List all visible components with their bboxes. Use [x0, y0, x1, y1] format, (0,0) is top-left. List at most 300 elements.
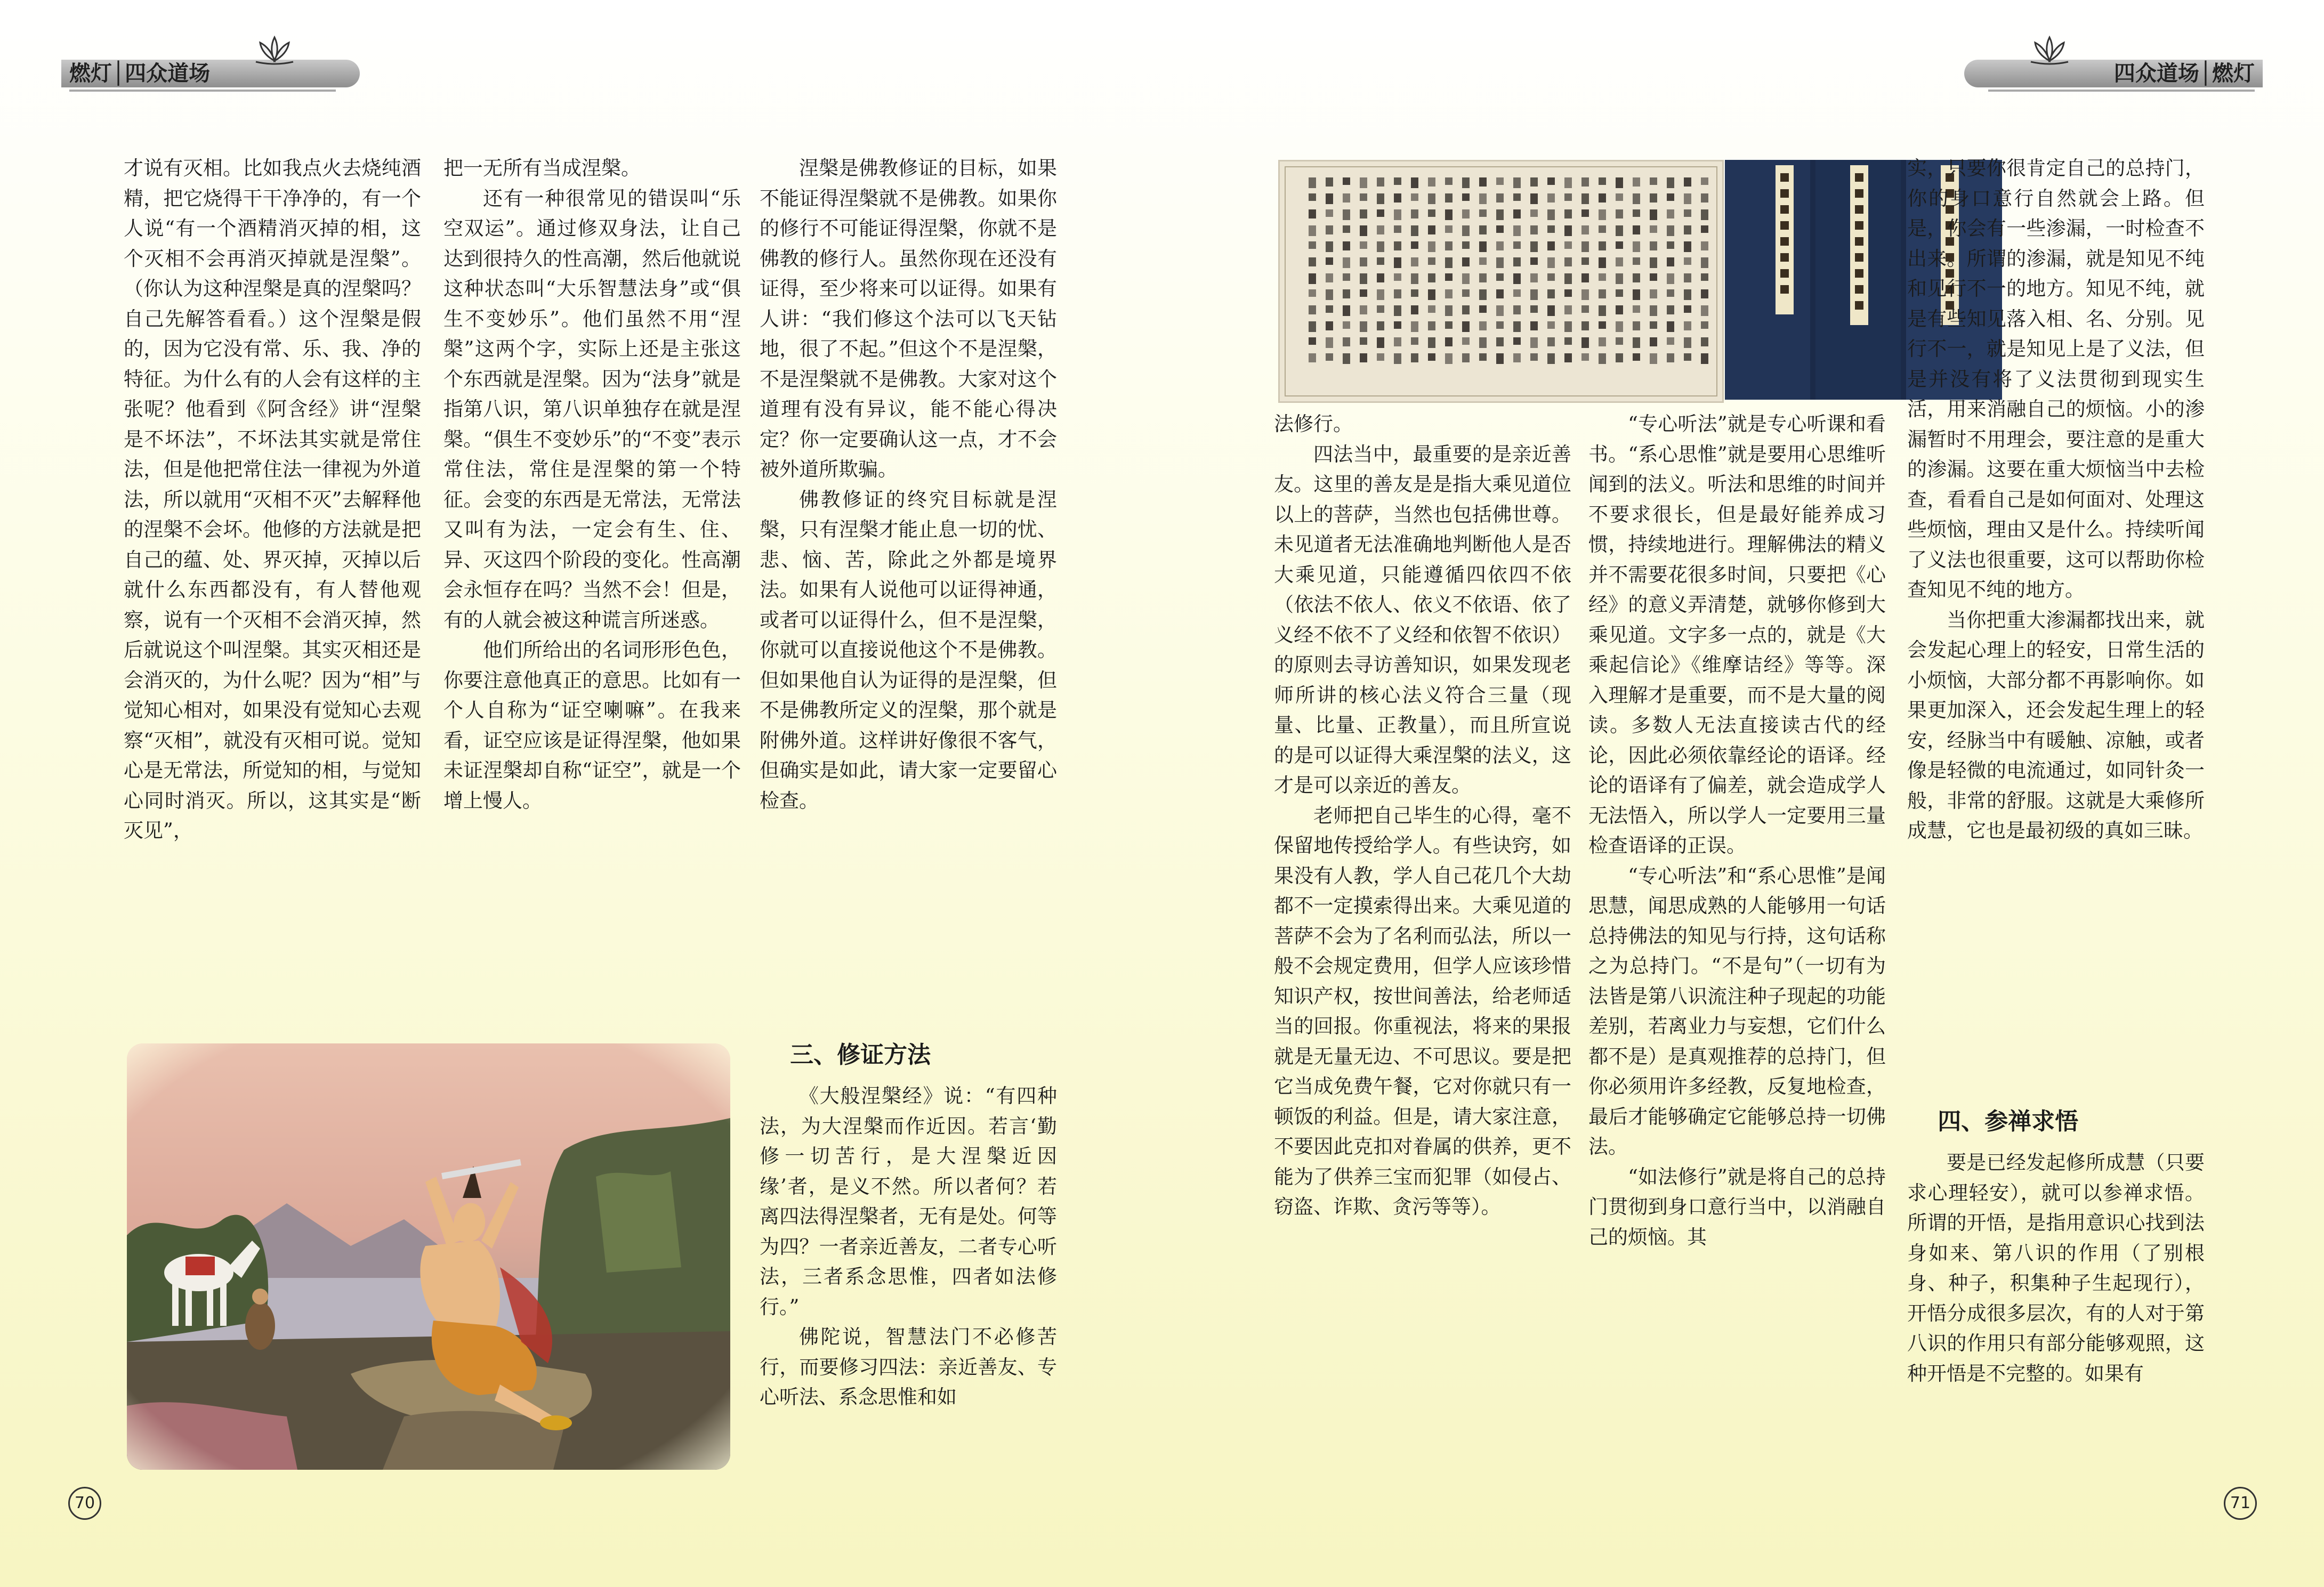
scroll-glyph: [1581, 273, 1589, 282]
header-divider: [1988, 90, 2255, 92]
scroll-glyph: [1581, 321, 1589, 330]
scroll-glyph: [1633, 289, 1640, 300]
paragraph: 实，只要你很肯定自己的总持门，你的身口意行自然就会上路。但是，你会有一些渗漏，一时检查不出来。所谓的渗漏，就是知见不纯和见行不一的地方。知见不纯，就是有些知见落入相、名、分别。见行不一，就是知见上是了义法，但是并没有将了义法贯彻到现实生活，用来消融自己的烦恼。小的渗漏暂时不用理会，要注意的是重大的渗漏。这要在重大烦恼当中去检查，看看自己是如何面对、处理这些烦恼，理由又是什么。持续听闻了义法也很重要，这可以帮助你检查知见不纯的地方。: [1907, 157, 2205, 601]
scroll-glyph: [1599, 257, 1606, 268]
scroll-glyph: [1496, 177, 1504, 185]
text-column-3: [760, 153, 1057, 816]
scroll-glyph: [1377, 177, 1384, 187]
scroll-glyph: [1513, 321, 1521, 332]
scroll-glyph: [1309, 353, 1316, 362]
scroll-glyph: [1360, 225, 1367, 236]
scroll-glyph: [1326, 273, 1333, 282]
scroll-glyph: [1633, 241, 1640, 252]
scroll-glyph: [1428, 273, 1435, 282]
scroll-glyph: [1445, 305, 1452, 316]
scroll-glyph: [1360, 337, 1367, 345]
scroll-glyph: [1428, 337, 1435, 348]
scroll-glyph: [1309, 225, 1316, 236]
scroll-glyph: [1411, 337, 1418, 345]
scroll-glyph: [1581, 337, 1589, 348]
scroll-glyph: [1581, 241, 1589, 252]
scroll-glyph: [1326, 289, 1333, 300]
scroll-glyph: [1667, 353, 1674, 362]
scroll-glyph: [1650, 225, 1657, 233]
scroll-glyph: [1547, 225, 1555, 233]
scroll-glyph: [1530, 177, 1538, 187]
scroll-glyph: [1411, 353, 1418, 362]
scroll-glyph: [1428, 209, 1435, 217]
scroll-glyph: [1530, 289, 1538, 300]
scroll-glyph: [1513, 225, 1521, 236]
scroll-glyph: [1530, 273, 1538, 282]
text-column-2: [443, 153, 741, 816]
scroll-glyph: [1462, 177, 1470, 188]
scroll-glyph: [1564, 305, 1572, 314]
scroll-glyph: [1633, 305, 1640, 313]
scroll-glyph: [1599, 225, 1606, 233]
scroll-glyph: [1701, 193, 1708, 203]
scroll-glyph: [1599, 273, 1606, 281]
paragraph: 把一无所有当成涅槃。: [443, 157, 641, 180]
scroll-glyph: [1343, 241, 1350, 250]
header-title: 四众道场│燃灯: [2113, 61, 2255, 86]
scroll-glyph: [1684, 257, 1691, 265]
scroll-glyph: [1599, 177, 1606, 185]
scroll-glyph: [1547, 337, 1555, 346]
scroll-glyph: [1445, 225, 1452, 233]
scroll-glyph: [1326, 209, 1333, 217]
scroll-glyph: [1684, 241, 1691, 252]
scroll-glyph: [1581, 193, 1589, 204]
scroll-glyph: [1309, 305, 1316, 314]
scroll-glyph: [1496, 273, 1504, 281]
scroll-glyph: [1445, 257, 1452, 268]
scroll-glyph: [1547, 241, 1555, 250]
scroll-glyph: [1309, 209, 1316, 218]
paragraph: 四法当中，最重要的是亲近善友。这里的善友是是指大乘见道位以上的菩萨，当然也包括佛世尊。未见道者无法准确地判断他人是否大乘见道，只能遵循四依四不依（依法不依人、依义不依语、依了义经不依不了义经和依智不依识）的原则去寻访善知识，如果发现老师所讲的核心法义符合三量（现量、比量、正教量），而且所宣说的是可以证得大乘涅槃的法义，这才是可以亲近的善友。: [1274, 442, 1571, 797]
scroll-glyph: [1360, 353, 1367, 362]
scroll-glyph: [1667, 337, 1674, 345]
scroll-glyph: [1428, 353, 1435, 361]
scroll-glyph: [1599, 321, 1606, 329]
scroll-glyph: [1599, 209, 1606, 220]
scroll-glyph: [1343, 177, 1350, 185]
text-column-3: [1907, 153, 2205, 846]
scroll-glyph: [1701, 321, 1708, 329]
scroll-glyph: [1667, 273, 1674, 284]
scroll-glyph: [1547, 321, 1555, 329]
scroll-glyph: [1462, 241, 1470, 249]
scroll-glyph: [1496, 257, 1504, 268]
scroll-glyph: [1479, 321, 1487, 330]
scroll-glyph: [1309, 177, 1316, 188]
scroll-glyph: [1530, 353, 1538, 361]
scroll-glyph: [1428, 225, 1435, 234]
scroll-glyph: [1343, 353, 1350, 364]
scroll-glyph: [1343, 225, 1350, 233]
scroll-glyph: [1616, 241, 1623, 249]
scroll-glyph: [1616, 289, 1623, 297]
scroll-glyph: [1650, 209, 1657, 220]
scroll-glyph: [1616, 257, 1623, 266]
scroll-glyph: [1309, 337, 1316, 345]
scroll-glyph: [1667, 193, 1674, 201]
scroll-glyph: [1701, 289, 1708, 298]
scroll-glyph: [1394, 321, 1401, 329]
scroll-glyph: [1684, 273, 1691, 282]
scroll-glyph: [1581, 209, 1589, 217]
scroll-glyph: [1462, 209, 1470, 218]
section-4: [1907, 1103, 2205, 1389]
scroll-glyph: [1564, 273, 1572, 284]
scroll-glyph: [1411, 177, 1418, 188]
scroll-glyph: [1394, 225, 1401, 233]
scroll-glyph: [1547, 209, 1555, 220]
scroll-glyph: [1360, 257, 1367, 266]
page-number: 70: [68, 1487, 101, 1520]
scroll-glyph: [1513, 289, 1521, 297]
scroll-glyph: [1394, 305, 1401, 316]
scroll-glyph: [1326, 241, 1333, 252]
scroll-glyph: [1377, 193, 1384, 204]
scroll-glyph: [1377, 305, 1384, 313]
scroll-glyph: [1667, 177, 1674, 188]
scroll-glyph: [1564, 289, 1572, 297]
scroll-glyph: [1616, 193, 1623, 201]
scroll-glyph: [1599, 305, 1606, 316]
scroll-glyph: [1479, 337, 1487, 348]
text-column-1: [124, 153, 421, 846]
scroll-glyph: [1326, 337, 1333, 348]
scroll-glyph: [1309, 273, 1316, 284]
scroll-glyph: [1513, 257, 1521, 266]
scroll-glyph: [1547, 193, 1555, 203]
scroll-glyph: [1394, 337, 1401, 346]
section-title: 四、参禅求悟: [1938, 1108, 2079, 1135]
scroll-glyph: [1411, 225, 1418, 236]
scroll-glyph: [1428, 193, 1435, 204]
scroll-glyph: [1616, 225, 1623, 236]
lotus-icon: [251, 33, 298, 65]
scroll-glyph: [1513, 337, 1521, 345]
scroll-glyph: [1326, 193, 1333, 204]
paragraph: 涅槃是佛教修证的目标，如果不能证得涅槃就不是佛教。如果你的修行不可能证得涅槃，你就不是佛教的修行人。虽然你现在还没有证得，至少将来可以证得。如果有人讲：“我们修这个法可以飞天钻地，很了不起。”但这个不是涅槃，不是涅槃就不是佛教。大家对这个道理有没有异议，能不能心得决定？你一定要确认这一点，才不会被外道所欺骗。: [760, 157, 1057, 481]
scroll-glyph: [1616, 337, 1623, 345]
scroll-glyph: [1479, 177, 1487, 187]
scroll-glyph: [1547, 305, 1555, 316]
scroll-glyph: [1599, 193, 1606, 203]
scroll-glyph: [1633, 225, 1640, 234]
scroll-glyph: [1599, 337, 1606, 346]
scroll-glyph: [1564, 257, 1572, 266]
scroll-glyph: [1462, 321, 1470, 332]
scroll-glyph: [1564, 337, 1572, 345]
scroll-glyph: [1479, 305, 1487, 313]
scroll-glyph: [1462, 193, 1470, 201]
scroll-glyph: [1428, 321, 1435, 330]
scroll-glyph: [1547, 273, 1555, 281]
scroll-glyph: [1701, 337, 1708, 346]
scroll-glyph: [1701, 273, 1708, 281]
paragraph: 要是已经发起修所成慧（只要求心理轻安），就可以参禅求悟。所谓的开悟，是指用意识心找到法身如来、第八识的作用（了别根身、种子，积集种子生起现行），开悟分成很多层次，有的人对于第八识的作用只有部分能够观照，这种开悟是不完整的。如果有: [1907, 1151, 2205, 1385]
header-title: 燃灯│四众道场: [69, 61, 211, 86]
scroll-glyph: [1496, 241, 1504, 250]
scroll-glyph: [1394, 353, 1401, 364]
scroll-glyph: [1394, 289, 1401, 298]
scroll-glyph: [1667, 257, 1674, 266]
header-divider: [69, 90, 336, 92]
paragraph: 佛教修证的终究目标就是涅槃，只有涅槃才能止息一切的忧、悲、恼、苦，除此之外都是境界法。如果有人说他可以证得神通，或者可以证得什么，但不是涅槃，你就可以直接说他这个不是佛教。但如果他自认为证得的是涅槃，但不是佛教所定义的涅槃，那个就是附佛外道。这样讲好像很不客气，但确实是如此，请大家一定要留心检查。: [760, 488, 1057, 812]
scroll-glyph: [1377, 209, 1384, 217]
scroll-glyph: [1633, 193, 1640, 204]
scroll-glyph: [1377, 273, 1384, 282]
scroll-glyph: [1445, 209, 1452, 220]
scroll-glyph: [1445, 241, 1452, 250]
scroll-glyph: [1326, 177, 1333, 187]
scroll-glyph: [1394, 257, 1401, 268]
scroll-glyph: [1343, 209, 1350, 220]
scroll-glyph: [1479, 209, 1487, 217]
buddha-painting: [127, 1043, 730, 1470]
scroll-glyph: [1547, 257, 1555, 268]
scroll-glyph: [1360, 289, 1367, 297]
scroll-glyph: [1411, 209, 1418, 218]
scroll-glyph: [1701, 241, 1708, 250]
scroll-glyph: [1581, 353, 1589, 361]
paragraph: 老师把自己毕生的心得，毫不保留地传授给学人。有些诀窍，如果没有人教，学人自己花几个大劫都不一定摸索得出来。大乘见道的菩萨不会为了名利而弘法，所以一般不会规定费用，但学人应该珍惜知识产权，按世间善法，给老师适当的回报。你重视法，将来的果报就是无量无边、不可思议。要是把它当成免费午餐，它对你就只有一顿饭的利益。但是，请大家注意，不要因此克扣对眷属的供养，更不能为了供养三宝而犯罪（如侵占、窃盗、诈欺、贪污等等）。: [1274, 804, 1571, 1218]
scroll-glyph: [1326, 321, 1333, 330]
scroll-glyph: [1684, 289, 1691, 300]
scroll-glyph: [1445, 289, 1452, 298]
scroll-glyph: [1513, 273, 1521, 284]
scroll-glyph: [1394, 177, 1401, 185]
scroll-glyph: [1343, 273, 1350, 281]
scroll-glyph: [1394, 193, 1401, 203]
scroll-glyph: [1377, 257, 1384, 265]
scroll-glyph: [1530, 241, 1538, 252]
scroll-glyph: [1343, 305, 1350, 316]
scroll-glyph: [1411, 289, 1418, 297]
scroll-glyph: [1377, 289, 1384, 300]
scroll-glyph: [1650, 289, 1657, 298]
scroll-glyph: [1633, 209, 1640, 217]
scroll-glyph: [1616, 305, 1623, 314]
scroll-glyph: [1411, 273, 1418, 284]
scroll-glyph: [1633, 177, 1640, 187]
scroll-glyph: [1667, 225, 1674, 236]
scroll-glyph: [1616, 321, 1623, 332]
paragraph: 还有一种很常见的错误叫“乐空双运”。通过修双身法，让自己达到很持久的性高潮，然后他就说这种状态叫“大乐智慧法身”或“俱生不变妙乐”。他们虽然不用“涅槃”这两个字，实际上还是主张这个东西就是涅槃。因为“法身”就是指第八识，第八识单独存在就是涅槃。“俱生不变妙乐”的“不变”表示常住法，常住是涅槃的第一个特征。会变的东西是无常法，无常法又叫有为法，一定会有生、住、异、灭这四个阶段的变化。性高潮会永恒存在吗？当然不会！但是，有的人就会被这种谎言所迷惑。: [443, 187, 741, 631]
paragraph: 他们所给出的名词形形色色，你要注意他真正的意思。比如有一个人自称为“证空喇嘛”。在我来看，证空应该是证得涅槃，他如果未证涅槃却自称“证空”，就是一个增上慢人。: [443, 638, 741, 812]
scroll-glyph: [1530, 257, 1538, 265]
scroll-glyph: [1530, 225, 1538, 234]
scroll-glyph: [1650, 241, 1657, 250]
scroll-glyph: [1650, 305, 1657, 316]
scroll-glyph: [1701, 257, 1708, 268]
scroll-glyph: [1496, 337, 1504, 346]
scroll-glyph: [1513, 177, 1521, 188]
scroll-glyph: [1496, 289, 1504, 298]
scroll-glyph: [1650, 273, 1657, 281]
scroll-glyph: [1360, 273, 1367, 284]
scroll-glyph: [1479, 257, 1487, 265]
scroll-glyph: [1411, 193, 1418, 201]
scroll-glyph: [1428, 257, 1435, 265]
scroll-glyph: [1462, 289, 1470, 297]
scroll-glyph: [1599, 289, 1606, 298]
scroll-glyph: [1394, 273, 1401, 281]
scroll-glyph: [1343, 289, 1350, 298]
scroll-glyph: [1667, 209, 1674, 218]
scroll-glyph: [1581, 225, 1589, 234]
scroll-glyph: [1616, 177, 1623, 188]
scroll-glyph: [1701, 209, 1708, 220]
scroll-glyph: [1462, 225, 1470, 236]
scroll-glyph: [1462, 305, 1470, 314]
scroll-glyph: [1360, 241, 1367, 249]
scroll-glyph: [1377, 337, 1384, 348]
paragraph: “专心听法”和“系心思惟”是闻思慧，闻思成熟的人能够用一句话总持佛法的知见与行持，这句话称之为总持门。“不是句”（一切有为法皆是第八识流注种子现起的功能差别，若离业力与妄想，它们什么都不是）是真观推荐的总持门，但你必须用许多经教，反复地检查，最后才能够确定它能够总持一切佛法。: [1588, 864, 1886, 1158]
scroll-glyph: [1616, 273, 1623, 284]
scroll-glyph: [1360, 209, 1367, 218]
scroll-glyph: [1547, 289, 1555, 298]
scroll-glyph: [1445, 273, 1452, 281]
scroll-glyph: [1684, 177, 1691, 187]
scroll-glyph: [1411, 257, 1418, 266]
scroll-glyph: [1326, 225, 1333, 234]
scroll-glyph: [1701, 305, 1708, 316]
scroll-glyph: [1479, 289, 1487, 300]
scroll-glyph: [1377, 353, 1384, 361]
scroll-glyph: [1564, 241, 1572, 249]
scroll-glyph: [1462, 257, 1470, 266]
scroll-glyph: [1479, 241, 1487, 252]
scroll-glyph: [1547, 353, 1555, 364]
page-number: 71: [2224, 1487, 2257, 1520]
scroll-glyph: [1564, 225, 1572, 236]
scroll-glyph: [1309, 241, 1316, 249]
scroll-glyph: [1633, 321, 1640, 330]
scroll-glyph: [1513, 353, 1521, 362]
scroll-glyph: [1633, 337, 1640, 348]
scroll-glyph: [1616, 353, 1623, 362]
scroll-glyph: [1445, 193, 1452, 203]
scroll-glyph: [1428, 305, 1435, 313]
scroll-glyph: [1701, 353, 1708, 364]
scroll-glyph: [1462, 273, 1470, 284]
scroll-glyph: [1633, 257, 1640, 265]
scroll-glyph: [1650, 177, 1657, 185]
section-title: 三、修证方法: [790, 1041, 931, 1068]
scroll-glyph: [1479, 353, 1487, 361]
scroll-glyph: [1479, 273, 1487, 282]
scroll-glyph: [1684, 337, 1691, 348]
scroll-glyph: [1411, 241, 1418, 249]
scroll-glyph: [1530, 321, 1538, 330]
scroll-glyph: [1445, 177, 1452, 185]
scroll-glyph: [1650, 193, 1657, 203]
scroll-glyph: [1564, 353, 1572, 362]
scroll-glyph: [1496, 305, 1504, 316]
scroll-glyph: [1411, 321, 1418, 332]
scroll-glyph: [1650, 257, 1657, 268]
scroll-glyph: [1684, 305, 1691, 313]
scroll-glyph: [1309, 289, 1316, 297]
text-column-1: [1274, 409, 1571, 1222]
paragraph: 佛陀说，智慧法门不必修苦行，而要修习四法：亲近善友、专心听法、系念思惟和如: [760, 1325, 1057, 1408]
scroll-glyph: [1377, 241, 1384, 252]
scroll-glyph: [1343, 193, 1350, 203]
scroll-glyph: [1667, 241, 1674, 249]
scroll-glyph: [1360, 193, 1367, 201]
paragraph: 法修行。: [1274, 412, 1353, 435]
scroll-glyph: [1496, 321, 1504, 329]
scroll-glyph: [1616, 209, 1623, 218]
scroll-glyph: [1479, 225, 1487, 234]
paragraph: 当你把重大渗漏都找出来，就会发起心理上的轻安，日常生活的小烦恼，大部分都不再影响你。如果更加深入，还会发起生理上的轻安，经脉当中有暖触、凉触，或者像是轻微的电流通过，如同针灸一般，非常的舒服。这就是大乘修所成慧，它也是最初级的真如三昧。: [1907, 608, 2205, 842]
scroll-glyph: [1428, 177, 1435, 187]
scroll-glyph: [1684, 321, 1691, 330]
paragraph: 才说有灭相。比如我点火去烧纯酒精，把它烧得干干净净的，有一个人说“有一个酒精消灭掉的相，这个灭相不会再消灭掉就是涅槃”。（你认为这种涅槃是真的涅槃吗？自己先解答看看。）这个涅槃是假的，因为它没有常、乐、我、净的特征。为什么有的人会有这样的主张呢？他看到《阿含经》讲“涅槃是不坏法”，不坏法其实就是常住法，但是他把常住法一律视为外道法，所以就用“灭相不灭”去解释他的涅槃不会坏。他修的方法就是把自己的蕴、处、界灭掉，灭掉以后就什么东西都没有，有人替他观察，说有一个灭相不会消灭掉，然后就说这个叫涅槃。其实灭相还是会消灭的，为什么呢？因为“相”与觉知心相对，如果没有觉知心去观察“灭相”，就没有灭相可说。觉知心是无常法，所觉知的相，与觉知心同时消灭。所以，这其实是“断灭见”，: [124, 157, 421, 842]
scroll-glyph: [1343, 321, 1350, 329]
scroll-glyph: [1309, 257, 1316, 266]
scroll-glyph: [1513, 193, 1521, 201]
scroll-glyph: [1667, 289, 1674, 297]
sutra-scroll: [1278, 160, 1724, 403]
scroll-glyph: [1496, 209, 1504, 220]
scroll-glyph: [1667, 321, 1674, 332]
scroll-glyph: [1564, 177, 1572, 188]
scroll-glyph: [1496, 353, 1504, 364]
section-3: [760, 1037, 1057, 1413]
scroll-glyph: [1684, 193, 1691, 204]
scroll-glyph: [1309, 321, 1316, 332]
paragraph: 《大般涅槃经》说：“有四种法，为大涅槃而作近因。若言‘勤修一切苦行，是大涅槃近因缘’者，是义不然。所以者何？若离四法得涅槃者，无有是处。何等为四？一者亲近善友，二者专心听法，三者系念思惟，四者如法修行。”: [760, 1084, 1057, 1318]
scroll-glyph: [1428, 241, 1435, 252]
scroll-glyph: [1343, 257, 1350, 268]
scroll-glyph: [1479, 193, 1487, 204]
scroll-glyph: [1684, 209, 1691, 217]
scroll-glyph: [1581, 257, 1589, 265]
scroll-glyph: [1496, 225, 1504, 233]
scroll-glyph: [1513, 209, 1521, 218]
paragraph: “如法修行”就是将自己的总持门贯彻到身口意行当中，以消融自己的烦恼。其: [1588, 1165, 1886, 1249]
scroll-glyph: [1360, 177, 1367, 188]
scroll-glyph: [1701, 225, 1708, 233]
text-column-2: [1588, 409, 1886, 1252]
paragraph: “专心听法”就是专心听课和看书。“系心思惟”就是要用心思维听闻到的法义。听法和思维的时间并不要求很长，但是最好能养成习惯，持续地进行。理解佛法的精义并不需要花很多时间，只要把《心经》的意义弄清楚，就够你修到大乘见道。文字多一点的，就是《大乘起信论》《维摩诘经》等等。深入理解才是重要，而不是大量的阅读。多数人无法直接读古代的经论，因此必须依靠经论的语译。经论的语译有了偏差，就会造成学人无法悟入，所以学人一定要用三量检查语译的正误。: [1588, 412, 1886, 857]
scroll-glyph: [1581, 289, 1589, 300]
scroll-glyph: [1599, 353, 1606, 364]
scroll-glyph: [1513, 241, 1521, 249]
scroll-glyph: [1684, 225, 1691, 234]
scroll-glyph: [1394, 241, 1401, 250]
scroll-glyph: [1530, 305, 1538, 313]
scroll-glyph: [1411, 305, 1418, 314]
scroll-glyph: [1462, 353, 1470, 362]
scroll-glyph: [1326, 257, 1333, 265]
scroll-glyph: [1428, 289, 1435, 300]
scroll-glyph: [1326, 353, 1333, 361]
scroll-glyph: [1667, 305, 1674, 314]
scroll-glyph: [1513, 305, 1521, 314]
scroll-glyph: [1343, 337, 1350, 346]
scroll-glyph: [1581, 305, 1589, 313]
scroll-glyph: [1445, 337, 1452, 346]
scroll-glyph: [1445, 353, 1452, 364]
scroll-glyph: [1650, 353, 1657, 364]
lotus-icon: [2026, 33, 2073, 65]
